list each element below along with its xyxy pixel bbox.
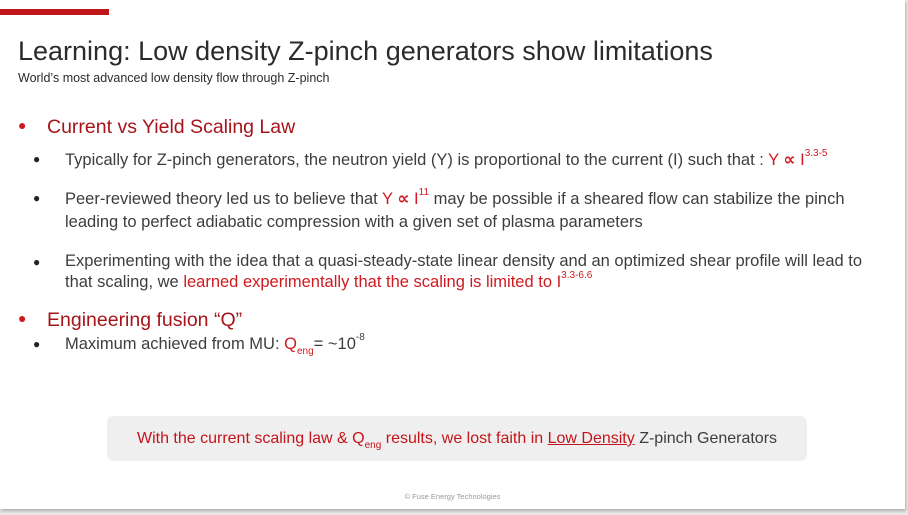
conclusion-callout — [107, 416, 807, 461]
bullet-experimental-scaling — [33, 251, 893, 293]
formula-exponent: 3.3-5 — [804, 148, 828, 159]
q-subscript: eng — [296, 346, 314, 357]
accent-bar — [0, 9, 109, 15]
footer-copyright: © Fuse Energy Technologies — [404, 492, 501, 501]
proportional-symbol: ∝ — [783, 150, 796, 169]
q-value: = ~10 — [313, 335, 356, 353]
section-heading-scaling-law — [18, 116, 295, 139]
bullet-dot-icon: ● — [33, 152, 41, 166]
formula-i: I — [409, 190, 419, 208]
formula-i: I — [795, 151, 805, 169]
formula-y: Y — [768, 151, 784, 169]
bullet-highlight: learned experimentally that the scaling is limited to I — [183, 273, 562, 291]
bullet-text-before: Experimenting with the idea that a quasi-steady-state linear density and an optimized shear profile will lead to that scaling, we — [65, 252, 863, 291]
bullet-text: Maximum achieved from MU: — [65, 335, 285, 353]
bullet-text: Typically for Z-pinch generators, the neutron yield (Y) is proportional to the current (I) such that : — [65, 151, 769, 169]
callout-part3: Z-pinch Generators — [634, 430, 778, 447]
bullet-dot-icon: ● — [18, 117, 27, 133]
bullet-dot-icon: ● — [33, 255, 41, 269]
q-symbol: Q — [284, 335, 297, 353]
slide-subtitle: World’s most advanced low density flow through Z-pinch — [18, 71, 330, 85]
section-heading-text: Engineering fusion “Q” — [47, 309, 243, 331]
bullet-dot-icon: ● — [33, 191, 41, 205]
section-heading-engineering-q — [18, 309, 242, 332]
bullet-theory-scaling — [33, 187, 893, 234]
proportional-symbol: ∝ — [397, 189, 410, 208]
formula-exponent: 11 — [418, 187, 430, 198]
formula-exponent: 3.3-6.6 — [561, 270, 593, 281]
bullet-typical-scaling — [33, 148, 893, 172]
formula-y: Y — [382, 190, 398, 208]
bullet-text-before: Peer-reviewed theory led us to believe that — [65, 190, 383, 208]
bullet-text-after: may be possible if a sheared flow can stabilize the pinch leading to perfect adiabatic compression with a given set of plasma parameters — [65, 190, 845, 231]
q-value-exponent: -8 — [355, 332, 365, 343]
bullet-max-achieved — [33, 333, 893, 356]
callout-part1: With the current scaling law & Q — [136, 430, 365, 447]
slide-title: Learning: Low density Z-pinch generators show limitations — [18, 36, 713, 66]
callout-subscript: eng — [364, 440, 382, 451]
callout-part2: results, we lost faith in — [381, 430, 548, 447]
section-heading-text: Current vs Yield Scaling Law — [47, 116, 296, 138]
callout-underlined: Low Density — [547, 430, 635, 447]
bullet-dot-icon: ● — [18, 310, 27, 326]
bullet-dot-icon: ● — [33, 337, 41, 351]
